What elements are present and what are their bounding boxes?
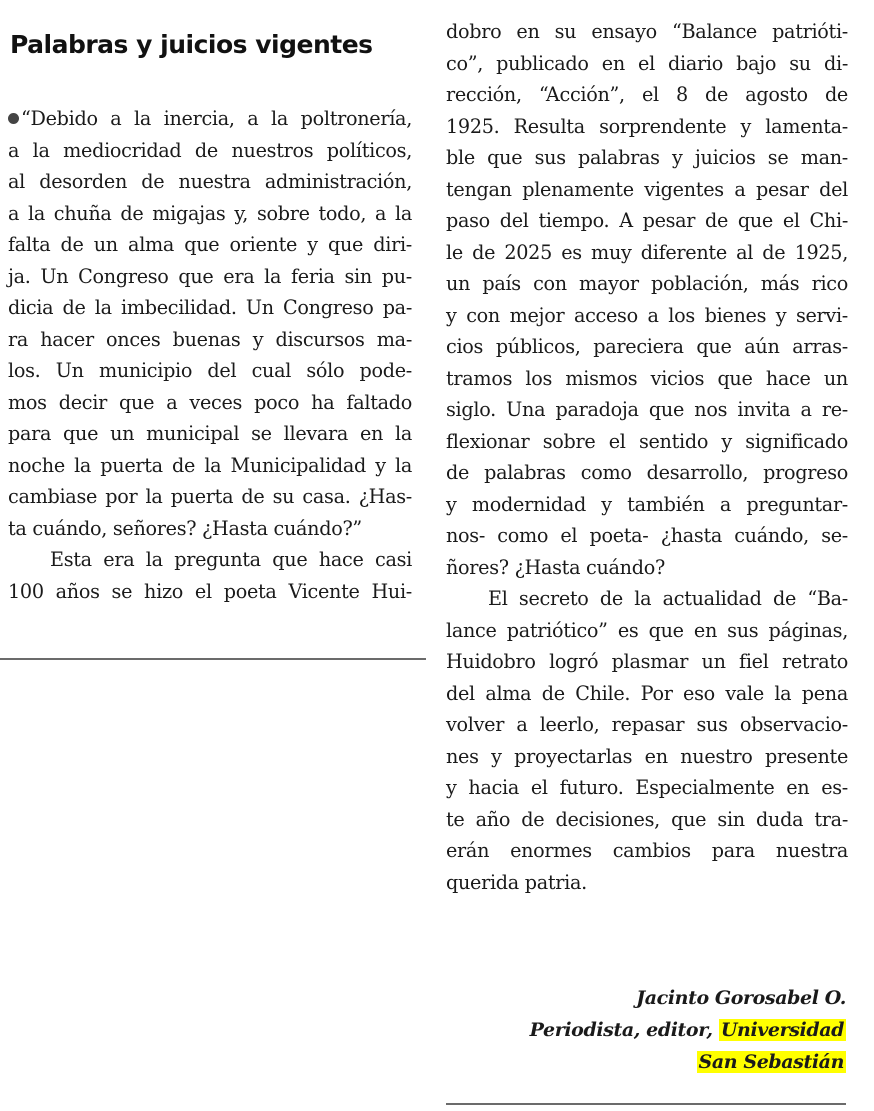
text-line: ra hacer onces buenas y discursos ma-: [8, 327, 412, 351]
text-line: a la chuña de migajas y, sobre todo, a la: [8, 201, 412, 225]
text-line: 1925. Resulta sorprendente y lamenta-: [446, 114, 848, 138]
text-line: erán enormes cambios para nuestra: [446, 839, 848, 862]
text-line: lance patriótico” es que en sus páginas,: [446, 618, 848, 642]
text-line: ble que sus palabras y juicios se man-: [446, 146, 848, 169]
text-line: ja. Un Congreso que era la feria sin pu-: [8, 264, 412, 288]
author-name: Jacinto Gorosabel O.: [636, 987, 846, 1009]
author-institution-highlight: San Sebastián: [698, 1051, 844, 1073]
text-line: y hacia el futuro. Especialmente en es-: [446, 776, 848, 799]
text-line: querida patria.: [446, 870, 587, 894]
text-line: cambiase por la puerta de su casa. ¿Has-: [8, 485, 412, 508]
text-line: le de 2025 es muy diferente al de 1925,: [446, 240, 848, 264]
text-line: te año de decisiones, que sin duda tra-: [446, 807, 848, 831]
text-line: ta cuándo, señores? ¿Hasta cuándo?”: [8, 516, 362, 540]
text-line: dicia de la imbecilidad. Un Congreso pa-: [8, 296, 412, 319]
text-line: tramos los mismos vicios que hace un: [446, 366, 848, 390]
divider: [0, 658, 426, 660]
text-line: paso del tiempo. A pesar de que el Chi-: [446, 209, 848, 232]
text-line: “Debido a la inercia, a la poltronería,: [8, 103, 412, 135]
text-line: del alma de Chile. Por eso vale la pena: [446, 681, 848, 705]
text-line: para que un municipal se llevara en la: [8, 422, 412, 445]
text-line: rección, “Acción”, el 8 de agosto de: [446, 83, 848, 106]
author-signature: [530, 982, 846, 1078]
text-line: falta de un alma que oriente y que diri-: [8, 233, 412, 256]
text-line: siglo. Una paradoja que nos invita a re-: [446, 398, 848, 421]
text-line: tengan plenamente vigentes a pesar del: [446, 177, 848, 201]
author-role-line: [530, 1014, 846, 1046]
text-line: cios públicos, pareciera que aún arras-: [446, 335, 848, 358]
text-line: El secreto de la actualidad de “Ba-: [488, 587, 848, 610]
text-line: Esta era la pregunta que hace casi: [50, 548, 412, 571]
text-line: flexionar sobre el sentido y significado: [446, 429, 848, 453]
text-line: ñores? ¿Hasta cuándo?: [446, 555, 665, 579]
divider: [446, 1103, 846, 1105]
headline: Palabras y juicios vigentes: [10, 30, 373, 59]
text-line: noche la puerta de la Municipalidad y la: [8, 453, 412, 477]
text-line: 100 años se hizo el poeta Vicente Hui-: [8, 579, 412, 603]
text-line: de palabras como desarrollo, progreso: [446, 461, 848, 484]
text-line: los. Un municipio del cual sólo pode-: [8, 359, 412, 382]
text-line: Huidobro logró plasmar un fiel retrato: [446, 650, 848, 673]
author-role: Periodista, editor,: [529, 1019, 713, 1041]
text-line: a la mediocridad de nuestros políticos,: [8, 138, 412, 162]
text-line: un país con mayor población, más rico: [446, 272, 848, 295]
bullet-icon: [8, 113, 19, 124]
author-institution-line: [530, 1046, 846, 1078]
text-line: y con mejor acceso a los bienes y servi-: [446, 303, 848, 327]
text-line: nes y proyectarlas en nuestro presente: [446, 744, 848, 768]
text-line: nos- como el poeta- ¿hasta cuándo, se-: [446, 524, 848, 547]
text-line: volver a leerlo, repasar sus observacio-: [446, 713, 848, 736]
author-institution-highlight: Universidad: [720, 1019, 844, 1041]
text-line: mos decir que a veces poco ha faltado: [8, 390, 412, 414]
text-line: al desorden de nuestra administración,: [8, 170, 412, 193]
text-line: y modernidad y también a preguntar-: [446, 492, 848, 516]
text-line: co”, publicado en el diario bajo su di-: [446, 51, 848, 75]
text-line: dobro en su ensayo “Balance patrióti-: [446, 20, 848, 43]
